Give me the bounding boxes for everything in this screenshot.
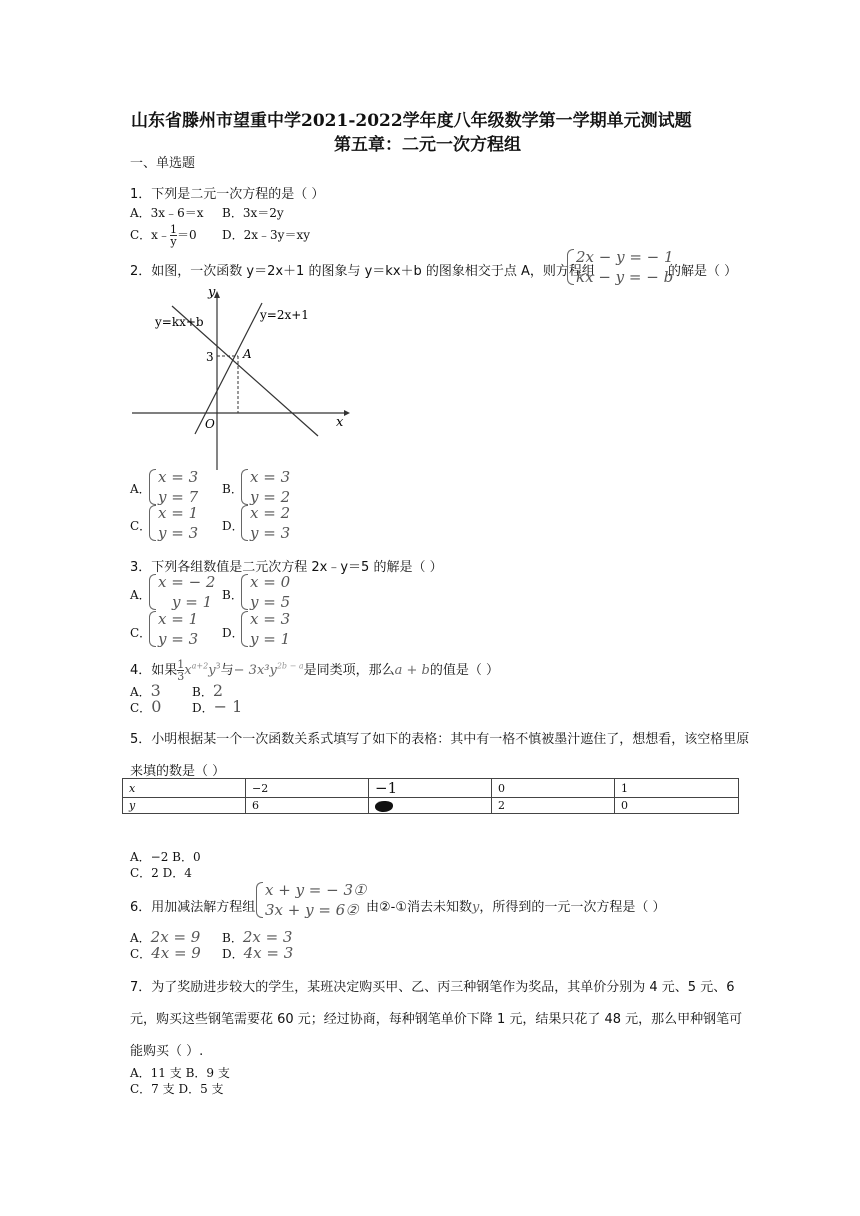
graph-x-label: x [336, 415, 344, 430]
question-1-stem: 1．下列是二元一次方程的是（ ） [130, 187, 325, 202]
ink-blot [375, 801, 393, 812]
table-row [123, 779, 739, 798]
q6-option-a: A．2x = 9 [130, 928, 201, 946]
q2-option-b-label: B． [222, 482, 243, 496]
q4-option-c: C．0 [130, 697, 162, 716]
q7-options-line1: A．11 支 B．9 支 [130, 1066, 230, 1080]
q2-option-c-label: C． [130, 519, 152, 533]
q3-option-b: x = 0 y = 5 [240, 572, 290, 612]
q6-equation-system: x + y = − 3① 3x + y = 6② [255, 880, 366, 920]
q3-option-d: x = 3 y = 1 [240, 609, 290, 649]
table-cell: 1 [615, 779, 739, 798]
graph-tick-3: 3 [206, 350, 214, 364]
question-2-stem: 2．如图，一次函数 y＝2x＋1 的图象与 y＝kx＋b 的图象相交于点 A，则方程组 [130, 264, 595, 279]
table-cell: y [123, 798, 246, 814]
question-5-stem-line1: 5．小明根据某一个一次函数关系式填写了如下的表格：其中有一格不慎被墨汁遮住了，想想看，该空格里原 [130, 732, 750, 747]
q5-options-line1: A．−2 B．0 [130, 850, 201, 864]
q1-option-b: B．3x＝2y [222, 206, 284, 220]
graph-line-label-2x-1: y=2x+1 [260, 308, 309, 322]
question-3-stem: 3．下列各组数值是二元次方程 2x﹣y＝5 的解是（ ） [130, 560, 443, 575]
question-7-line3: 能购买（ ）. [130, 1044, 204, 1059]
graph-line-label-kx-b: y=kx+b [155, 315, 204, 329]
graph-y-label: y [208, 286, 216, 300]
q4-option-b: B．2 [192, 681, 224, 700]
graph-origin-label: O [205, 417, 215, 431]
graph-point-a: A [243, 347, 252, 361]
question-6-stem-end: 由②-①消去未知数y，所得到的一元一次方程是（ ） [366, 900, 666, 915]
q2-option-b: x = 3 y = 2 [240, 467, 290, 507]
table-cell: 0 [615, 798, 739, 814]
section-heading: 一、单选题 [130, 156, 196, 171]
q6-option-b: B．2x = 3 [222, 928, 293, 946]
q5-options-line2: C．2 D．4 [130, 866, 192, 880]
ink-blot-cell [369, 798, 492, 814]
table-row [123, 798, 739, 814]
table-cell: 0 [492, 779, 615, 798]
q7-options-line2: C．7 支 D．5 支 [130, 1082, 224, 1096]
q3-option-a: x = − 2 y = 1 [148, 572, 215, 612]
table-cell: −1 [369, 779, 492, 798]
q3-option-a-label: A． [130, 588, 151, 602]
question-5-stem-line2: 来填的数是（ ） [130, 764, 226, 779]
q4-option-a: A．3 [130, 681, 161, 700]
question-4-stem: 4．如果 $\frac{1}{3}$ $x^{a+2}y^3$与− $3x^3y^{2b - a}$是同类项，那么a + b的值是（ ） [130, 658, 500, 683]
question-7-line2: 元，购买这些钢笔需要花 60 元；经过协商，每种钢笔单价下降 1 元，结果只花了 48 元，那么甲种钢笔可 [130, 1012, 743, 1027]
table-cell: 2 [492, 798, 615, 814]
q6-option-c: C．4x = 9 [130, 944, 201, 962]
question-7-line1: 7．为了奖励进步较大的学生，某班决定购买甲、乙、丙三种钢笔作为奖品，其单价分别为 4 元、5 元、6 [130, 980, 735, 995]
q2-option-d: x = 2 y = 3 [240, 503, 290, 543]
q5-value-table [122, 778, 739, 814]
page-subtitle: 第五章：二元一次方程组 [334, 135, 521, 155]
q4-option-d: D．− 1 [192, 697, 243, 716]
q3-option-d-label: D． [222, 626, 244, 640]
q2-equation-system: 2x − y = − 1 kx − y = − b [566, 247, 674, 287]
table-cell: x [123, 779, 246, 798]
table-cell: −2 [246, 779, 369, 798]
question-6-stem: 6．用加减法解方程组 [130, 900, 256, 915]
q2-option-c: x = 1 y = 3 [148, 503, 198, 543]
q6-option-d: D．4x = 3 [222, 944, 294, 962]
question-2-stem-end: 的解是（ ） [668, 264, 738, 279]
q3-option-c: x = 1 y = 3 [148, 609, 198, 649]
q2-option-a-label: A． [130, 482, 151, 496]
q1-option-a: A．3x﹣6＝x [130, 206, 204, 220]
q2-option-a: x = 3 y = 7 [148, 467, 198, 507]
q2-graph [128, 286, 358, 471]
q1-option-d: D．2x﹣3y＝xy [222, 228, 310, 242]
q2-option-d-label: D． [222, 519, 244, 533]
page-title: 山东省滕州市望重中学2021-2022学年度八年级数学第一学期单元测试题 [131, 111, 692, 131]
q3-option-b-label: B． [222, 588, 243, 602]
table-cell: 6 [246, 798, 369, 814]
q1-option-c: C．x﹣ $\frac{1}{y}$ ＝0 [130, 223, 197, 248]
q3-option-c-label: C． [130, 626, 152, 640]
